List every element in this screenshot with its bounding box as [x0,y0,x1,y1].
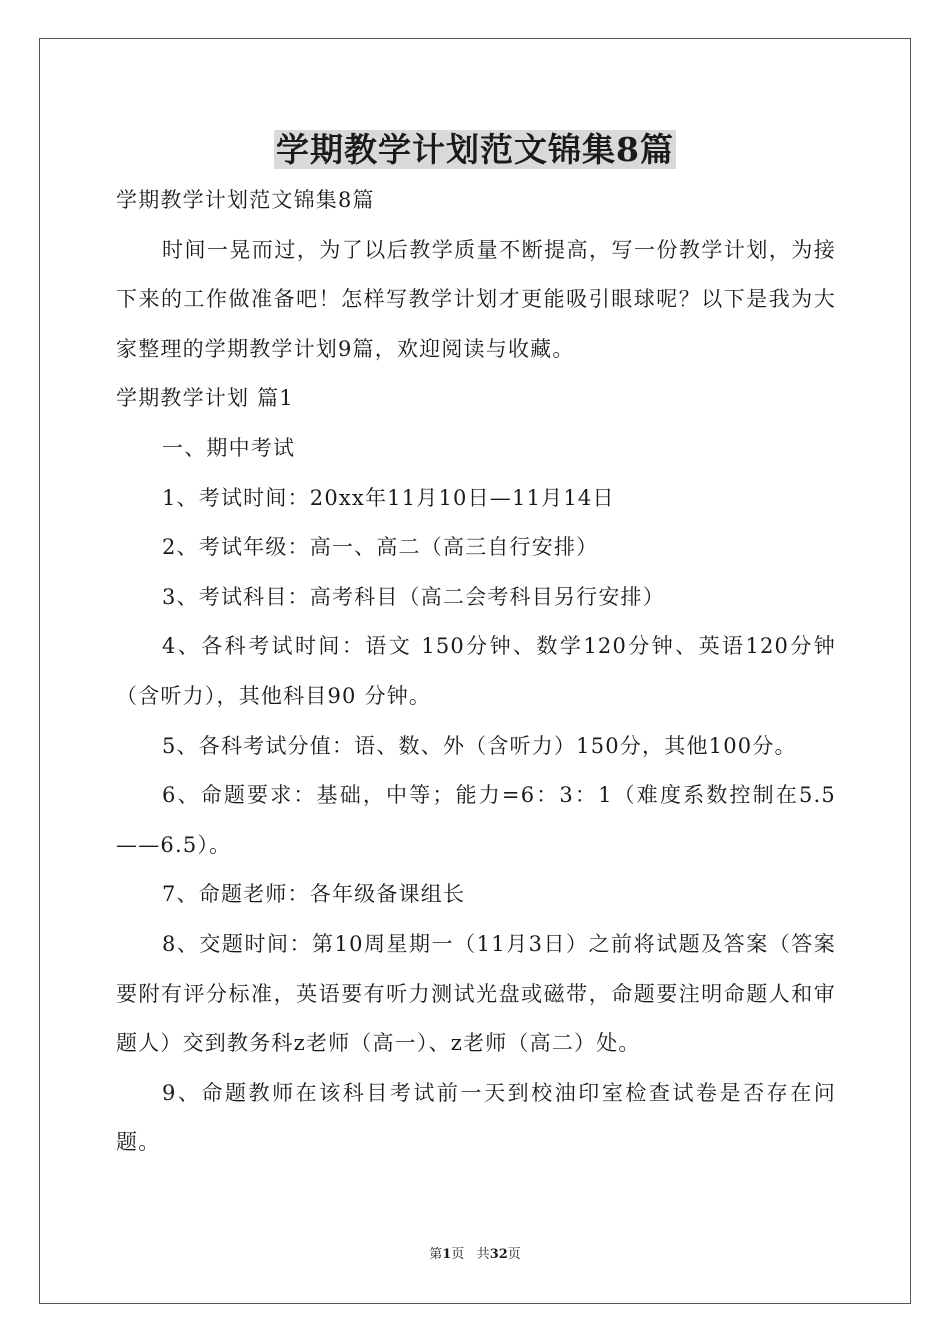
list-item: 8、交题时间：第10周星期一（11月3日）之前将试题及答案（答案要附有评分标准，英语要有听力测试光盘或磁带，命题要注明命题人和审题人）交到教务科z老师（高一）、z老师（高二）处。 [116,931,836,1056]
subsection-heading: 一、期中考试 [162,435,296,460]
list-item: 5、各科考试分值：语、数、外（含听力）150分，其他100分。 [162,733,797,758]
footer-total-pages: 32 [489,1247,508,1262]
section-heading: 学期教学计划 篇1 [116,386,294,411]
footer-total-prefix: 共 [476,1247,490,1262]
document-title-text: 学期教学计划范文锦集8篇 [276,130,674,169]
intro-paragraph: 时间一晃而过，为了以后教学质量不断提高，写一份教学计划，为接下来的工作做准备吧！怎样写教学计划才更能吸引眼球呢？以下是我为大家整理的学期教学计划9篇，欢迎阅读与收藏。 [116,237,836,361]
list-item: 4、各科考试时间：语文 150分钟、数学120分钟、英语120分钟（含听力），其他科目90 分钟。 [116,634,836,708]
list-item: 3、考试科目：高考科目（高二会考科目另行安排） [162,584,665,609]
subtitle-line: 学期教学计划范文锦集8篇 [116,188,375,212]
list-item: 9、命题教师在该科目考试前一天到校油印室检查试卷是否存在问题。 [116,1080,836,1155]
footer-page-number: 1 [442,1247,452,1262]
page-footer [0,1246,950,1264]
list-item: 2、考试年级：高一、高二（高三自行安排） [162,535,599,560]
list-item: 7、命题老师：各年级备课组长 [162,882,466,907]
document-body [116,176,836,1168]
footer-page-prefix: 第 [429,1247,443,1262]
footer-page-suffix: 页 [451,1247,465,1262]
list-item: 1、考试时间：20xx年11月10日—11月14日 [162,485,615,510]
footer-total-suffix: 页 [507,1247,521,1262]
document-title [0,128,950,172]
list-item: 6、命题要求：基础，中等；能力=6：3：1（难度系数控制在5.5——6.5）。 [116,783,836,857]
